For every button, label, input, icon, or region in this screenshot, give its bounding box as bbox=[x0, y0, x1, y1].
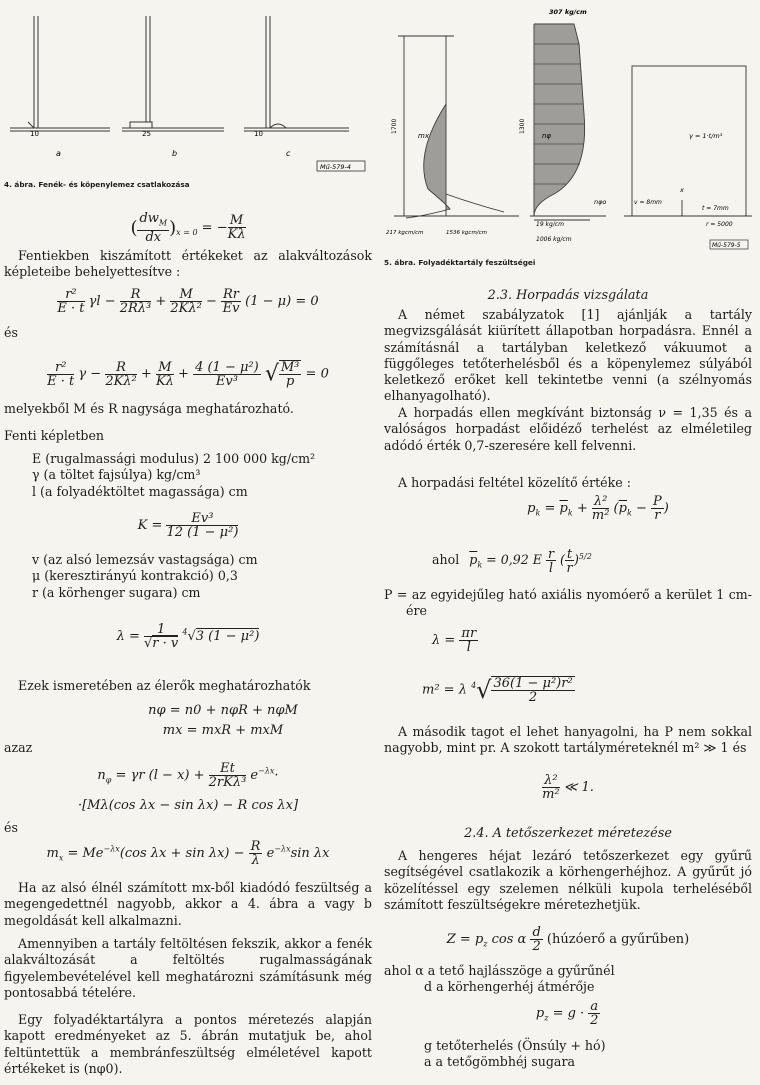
g-definition: g tetőterhelés (Önsúly + hó) bbox=[424, 1038, 606, 1053]
left-p5: Ha az alsó élnél számított mx-ből kiadódó feszültség a megengedettnél nagyobb, akkor a 4. ábra a vagy b megoldását kell alkalmazni. bbox=[4, 880, 372, 928]
left-es2: és bbox=[4, 820, 18, 835]
section-2-4-title: 2.4. A tetőszerkezet méretezése bbox=[464, 826, 672, 841]
defs-list-2 bbox=[32, 552, 372, 601]
def-gamma: γ (a töltet fajsúlya) kg/cm³ bbox=[32, 467, 201, 483]
fig5-v: v = 8mm bbox=[634, 199, 662, 206]
eq-mx-full: $m_x = Me^{-\lambda x}(\cos$ λx + sin λx) − $\frac{R}{\lambda}$ $e^{-\lambda x}\sin$ λx bbox=[46, 839, 330, 868]
eq-inequality: $\frac{\text{λ²}}{\text{m²}}$ ≪ 1. bbox=[542, 773, 594, 802]
eq-pz: $p_z = g$ · $\frac{a}{2}$ bbox=[535, 999, 599, 1028]
a-definition: a a tetőgömbhéj sugara bbox=[424, 1054, 575, 1069]
left-p6: Amennyiben a tartály feltöltésen fekszik, akkor a fenék alakváltozását a feltöltés rugalmasságának figyelembevételével kell meghatározni számításunk még pontosabbá tételére. bbox=[4, 936, 372, 1000]
ahol-1: ahol bbox=[432, 552, 460, 567]
fig5-t: t = 7mm bbox=[702, 205, 729, 212]
eq-lambda-pi: λ = $\frac{\pi r}{l}$ bbox=[432, 626, 477, 655]
eq-Z: $Z = p_z$ cos α $\frac{d}{2}$ (húzóerő a gyűrűben) bbox=[446, 925, 690, 954]
left-p1: Fentiekben kiszámított értékeket az alakváltozások képleteibe behelyettesítve : bbox=[4, 248, 372, 280]
fig4-label-c: 10 bbox=[254, 130, 263, 138]
eq-bracket: ·[Mλ(cos λx − sin λx) − R cos λx] bbox=[77, 798, 299, 813]
eq-K: K = $\frac{\text{Ev³}}{\text{12 (1 − μ²)}}$ bbox=[137, 511, 239, 540]
fig5-caption: 5. ábra. Folyadéktartály feszültségei bbox=[384, 258, 536, 267]
left-p7: Egy folyadéktartályra a pontos méretezés alapján kapott eredményeket az 5. ábrán mutatjuk be, ahol feltüntettük a membránfeszültség elméletével kapott értékeket is (nφ0). bbox=[4, 1012, 372, 1076]
left-p3: Fenti képletben bbox=[4, 428, 105, 443]
section-2-3-title: 2.3. Horpadás vizsgálata bbox=[487, 288, 649, 303]
def-l: l (a folyadéktöltet magassága) cm bbox=[32, 483, 248, 499]
P-definition: P = az egyidejűleg ható axiális nyomóerő a kerület 1 cm-ére bbox=[384, 587, 752, 619]
right-p4: A második tagot el lehet hanyagolni, ha P nem sokkal nagyobb, mint pr. A szokott tartályméreteknél m² ≫ 1 és bbox=[384, 724, 752, 756]
d-definition: d a körhengerhéj átmérője bbox=[424, 979, 595, 994]
fig5-nphi: nφ bbox=[542, 132, 552, 140]
eq-lambda: λ = $\frac{1}{√r \cdot v}$ $^4$√3 (1 − μ²) bbox=[116, 622, 260, 651]
def-E: E (rugalmassági modulus) 2 100 000 kg/cm² bbox=[32, 451, 316, 466]
fig5-ref: Mű-579-5 bbox=[712, 242, 741, 249]
fig4-sub-a: a bbox=[56, 149, 61, 158]
right-p5: A hengeres héjat lezáró tetőszerkezet egy gyűrű segítségével csatlakozik a körhengerhéjhoz. A gyűrűt jó közelítéssel egy szelemen nélküli kupola terheléséből számított feszültségekre méretezhetjük. bbox=[384, 848, 752, 912]
eq-mx: mx = mxR + mxM bbox=[162, 723, 284, 738]
left-azaz: azaz bbox=[4, 740, 33, 755]
eq-nphi-full: $n_\varphi = \gamma r$ (l − x) + Et 2rKλ³ $e^{-\lambda x}\cdot$ bbox=[97, 761, 279, 790]
fig5-x: x bbox=[680, 186, 684, 194]
eq-m2: m² = λ $^4$√ $\frac{\text{36(1 − μ²)r²}}{2}$ bbox=[422, 676, 573, 705]
def-v: v (az alsó lemezsáv vastagsága) cm bbox=[32, 552, 258, 567]
figure-5 bbox=[384, 4, 752, 252]
fig5-r: r = 5000 bbox=[706, 221, 733, 228]
fig4-ref: Mű-579-4 bbox=[320, 163, 351, 171]
figure-4 bbox=[4, 10, 372, 180]
eq-pk: $p_k = \overline{p}_k$ + $\frac{\text{λ²}}{\text{m²}}$ ($\overline{p}_k$ − $\frac{P}{r}$ ) bbox=[527, 494, 669, 523]
left-p4: Ezek ismeretében az élerők meghatározhatók bbox=[18, 678, 311, 693]
fig5-dim1: 1700 bbox=[391, 118, 398, 134]
fig5-gamma: γ = 1·t/m³ bbox=[689, 132, 723, 140]
fig4-label-b: 25 bbox=[142, 130, 151, 138]
fig5-nphi0: nφo bbox=[594, 198, 607, 206]
eq-1: $\frac{\text{r²}}{E \cdot t}$ γl − $\frac{R}{\text{2Rλ³}}$ + $\frac{M}{\text{2Kλ²}}$ − $\frac{Rr}{Ev}$ (1 − μ) = 0 bbox=[57, 287, 319, 316]
right-p2: A horpadás ellen megkívánt biztonság ν = 1,35 és a valóságos horpadást előidéző terhelést az elméletileg adódó érték 0,7-szeresére kell felvenni. bbox=[384, 405, 752, 453]
eq-nphi: nφ = n0 + nφR + nφM bbox=[148, 703, 298, 718]
fig5-mx: mx bbox=[418, 132, 429, 140]
fig5-dim2: 1300 bbox=[519, 118, 526, 134]
right-p1: A német szabályzatok [1] ajánlják a tartály megvizsgálását kiürített állapotban horpadásra. Ennél a számításnál a tartályban keletkező vákuumot a függőleges tetőterhelésből és a köpenylemez súlyából keletkező erőket kell tekintetbe venni (a szélnyomás elhanyagolható). bbox=[384, 307, 752, 404]
eq-2: $\frac{\text{r²}}{E \cdot t}$ γ − $\frac{R}{\text{2Kλ²}}$ + $\frac{M}{K\lambda}$ + $\frac{\text{4 (1 − μ²)}}{\text{Ev³}}$ √ $\frac{\text{M³}}{p}$ = 0 bbox=[47, 359, 329, 389]
fig4-caption: 4. ábra. Fenék- és köpenylemez csatlakozása bbox=[4, 180, 190, 189]
fig4-sub-c: c bbox=[286, 149, 291, 158]
fig5-top-label: 307 kg/cm bbox=[549, 8, 587, 16]
fig5-val1: 217 kgcm/cm bbox=[386, 230, 424, 236]
fig5-val4: 1006 kg/cm bbox=[536, 236, 572, 243]
fig4-label-a: 10 bbox=[30, 130, 39, 138]
defs-list bbox=[32, 451, 372, 500]
left-p2: melyekből M és R nagysága meghatározható. bbox=[4, 401, 294, 416]
ahol-alpha: ahol α a tető hajlásszöge a gyűrűnél bbox=[384, 963, 615, 978]
eq-pk-bar-row: ahol $\overline{p}_k = 0,92$ E $\frac{r}{l}$ ( $\frac{t}{r}$ )$^{5/2}$ bbox=[432, 546, 592, 575]
right-p3: A horpadási feltétel közelítő értéke : bbox=[398, 475, 631, 490]
def-mu: μ (keresztirányú kontrakció) 0,3 bbox=[32, 568, 238, 584]
fig5-val2: 1536 kgcm/cm bbox=[446, 230, 488, 236]
fig5-val3: 19 kg/cm bbox=[536, 221, 564, 228]
def-r: r (a körhenger sugara) cm bbox=[32, 584, 201, 600]
fig4-sub-b: b bbox=[172, 149, 178, 158]
left-es1: és bbox=[4, 325, 18, 340]
eq-dw-dx: ( $dw_M$ dx )$_{x = 0}$ = − $\frac{M}{K\lambda}$ bbox=[130, 211, 246, 245]
